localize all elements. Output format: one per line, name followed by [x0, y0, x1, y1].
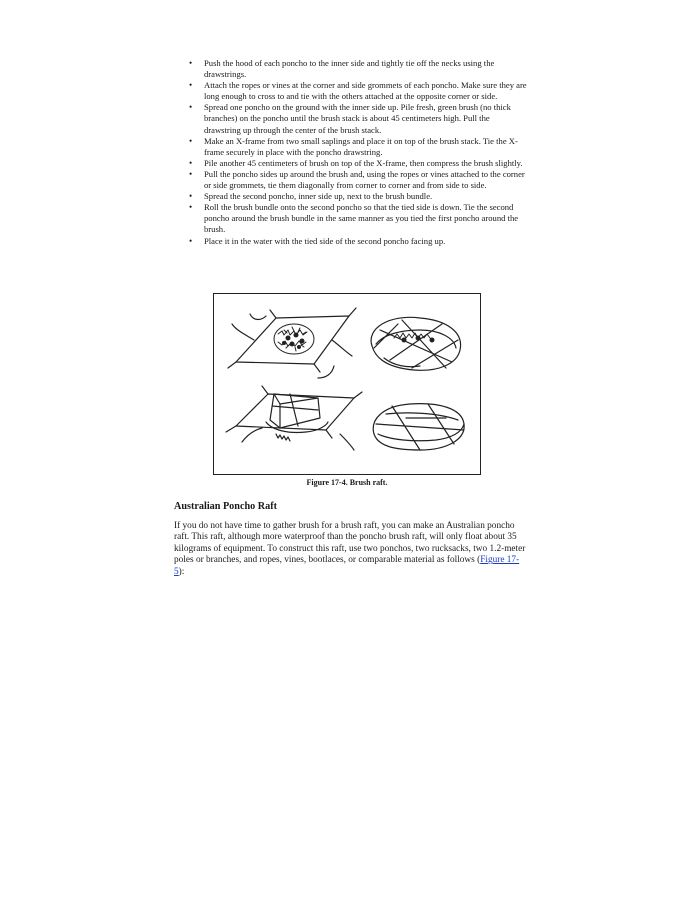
- bullet-icon: •: [189, 157, 193, 168]
- bullet-icon: •: [189, 202, 193, 213]
- figure-caption: Figure 17-4. Brush raft.: [306, 478, 388, 487]
- section-heading: Australian Poncho Raft: [174, 501, 278, 512]
- panel-finished-raft: [373, 404, 464, 450]
- brush-pile-icon: [274, 324, 314, 354]
- list-item: [183, 136, 528, 158]
- list-item: [183, 191, 528, 202]
- list-item: [183, 80, 528, 102]
- list-item: [183, 169, 528, 191]
- step-text: Push the hood of each poncho to the inner side and tightly tie off the necks using the drawstrings.: [204, 58, 495, 80]
- step-text: Pile another 45 centimeters of brush on top of the X-frame, then compress the brush slightly.: [204, 157, 523, 168]
- list-item: [183, 102, 528, 135]
- instruction-list: [183, 58, 528, 247]
- bullet-icon: •: [189, 80, 193, 91]
- step-text: Spread the second poncho, inner side up, next to the brush bundle.: [204, 191, 433, 202]
- step-text: Spread one poncho on the ground with the inner side up. Pile fresh, green brush (no thick branches) on the poncho until the brush stack is about 45 centimeters high. Pull the drawstring up through the center of the brush stack.: [204, 102, 511, 135]
- bullet-icon: •: [189, 168, 193, 179]
- step-text: Make an X-frame from two small saplings and place it on top of the brush stack. Tie the X-frame securely in place with the poncho drawstring.: [204, 135, 518, 157]
- list-item: [183, 236, 528, 247]
- bullet-icon: •: [189, 191, 193, 202]
- step-text: Roll the brush bundle onto the second poncho so that the tied side is down. Tie the second poncho around the brush bundle in the same manner as you tied the first poncho around the brush.: [204, 202, 519, 235]
- list-item: [183, 158, 528, 169]
- panel-bundle-on-second-poncho: [226, 386, 362, 450]
- figure-link[interactable]: Figure 17-5: [174, 555, 520, 577]
- step-text: Place it in the water with the tied side of the second poncho facing up.: [204, 235, 446, 246]
- body-paragraph: [174, 521, 526, 578]
- step-text: Attach the ropes or vines at the corner and side grommets of each poncho. Make sure they are long enough to cross to and tie with the others attached at the opposite corner or side.: [204, 80, 527, 102]
- list-item: [183, 202, 528, 235]
- brush-raft-illustration: [214, 294, 482, 476]
- bullet-icon: •: [189, 235, 193, 246]
- bullet-icon: •: [189, 58, 193, 68]
- brush-raft-figure: [213, 293, 481, 475]
- panel-poncho-tied-bundle: [371, 317, 460, 370]
- paragraph-text: If you do not have time to gather brush for a brush raft, you can make an Australian poncho raft. This raft, although more waterproof than the poncho brush raft, will only float about 35 kilograms of equipment. To construct this raft, use two ponchos, two rucksacks, two 1.2-meter poles or branches, and ropes, vines, bootlaces, or comparable material as follows (: [174, 521, 526, 566]
- list-item: [183, 58, 528, 80]
- bullet-icon: •: [189, 102, 193, 113]
- paragraph-end: ):: [178, 566, 185, 577]
- step-text: Pull the poncho sides up around the brush and, using the ropes or vines attached to the corner or side grommets, tie them diagonally from corner to corner and from side to side.: [204, 168, 525, 191]
- panel-poncho-with-brush: [228, 308, 356, 378]
- bullet-icon: •: [189, 135, 193, 146]
